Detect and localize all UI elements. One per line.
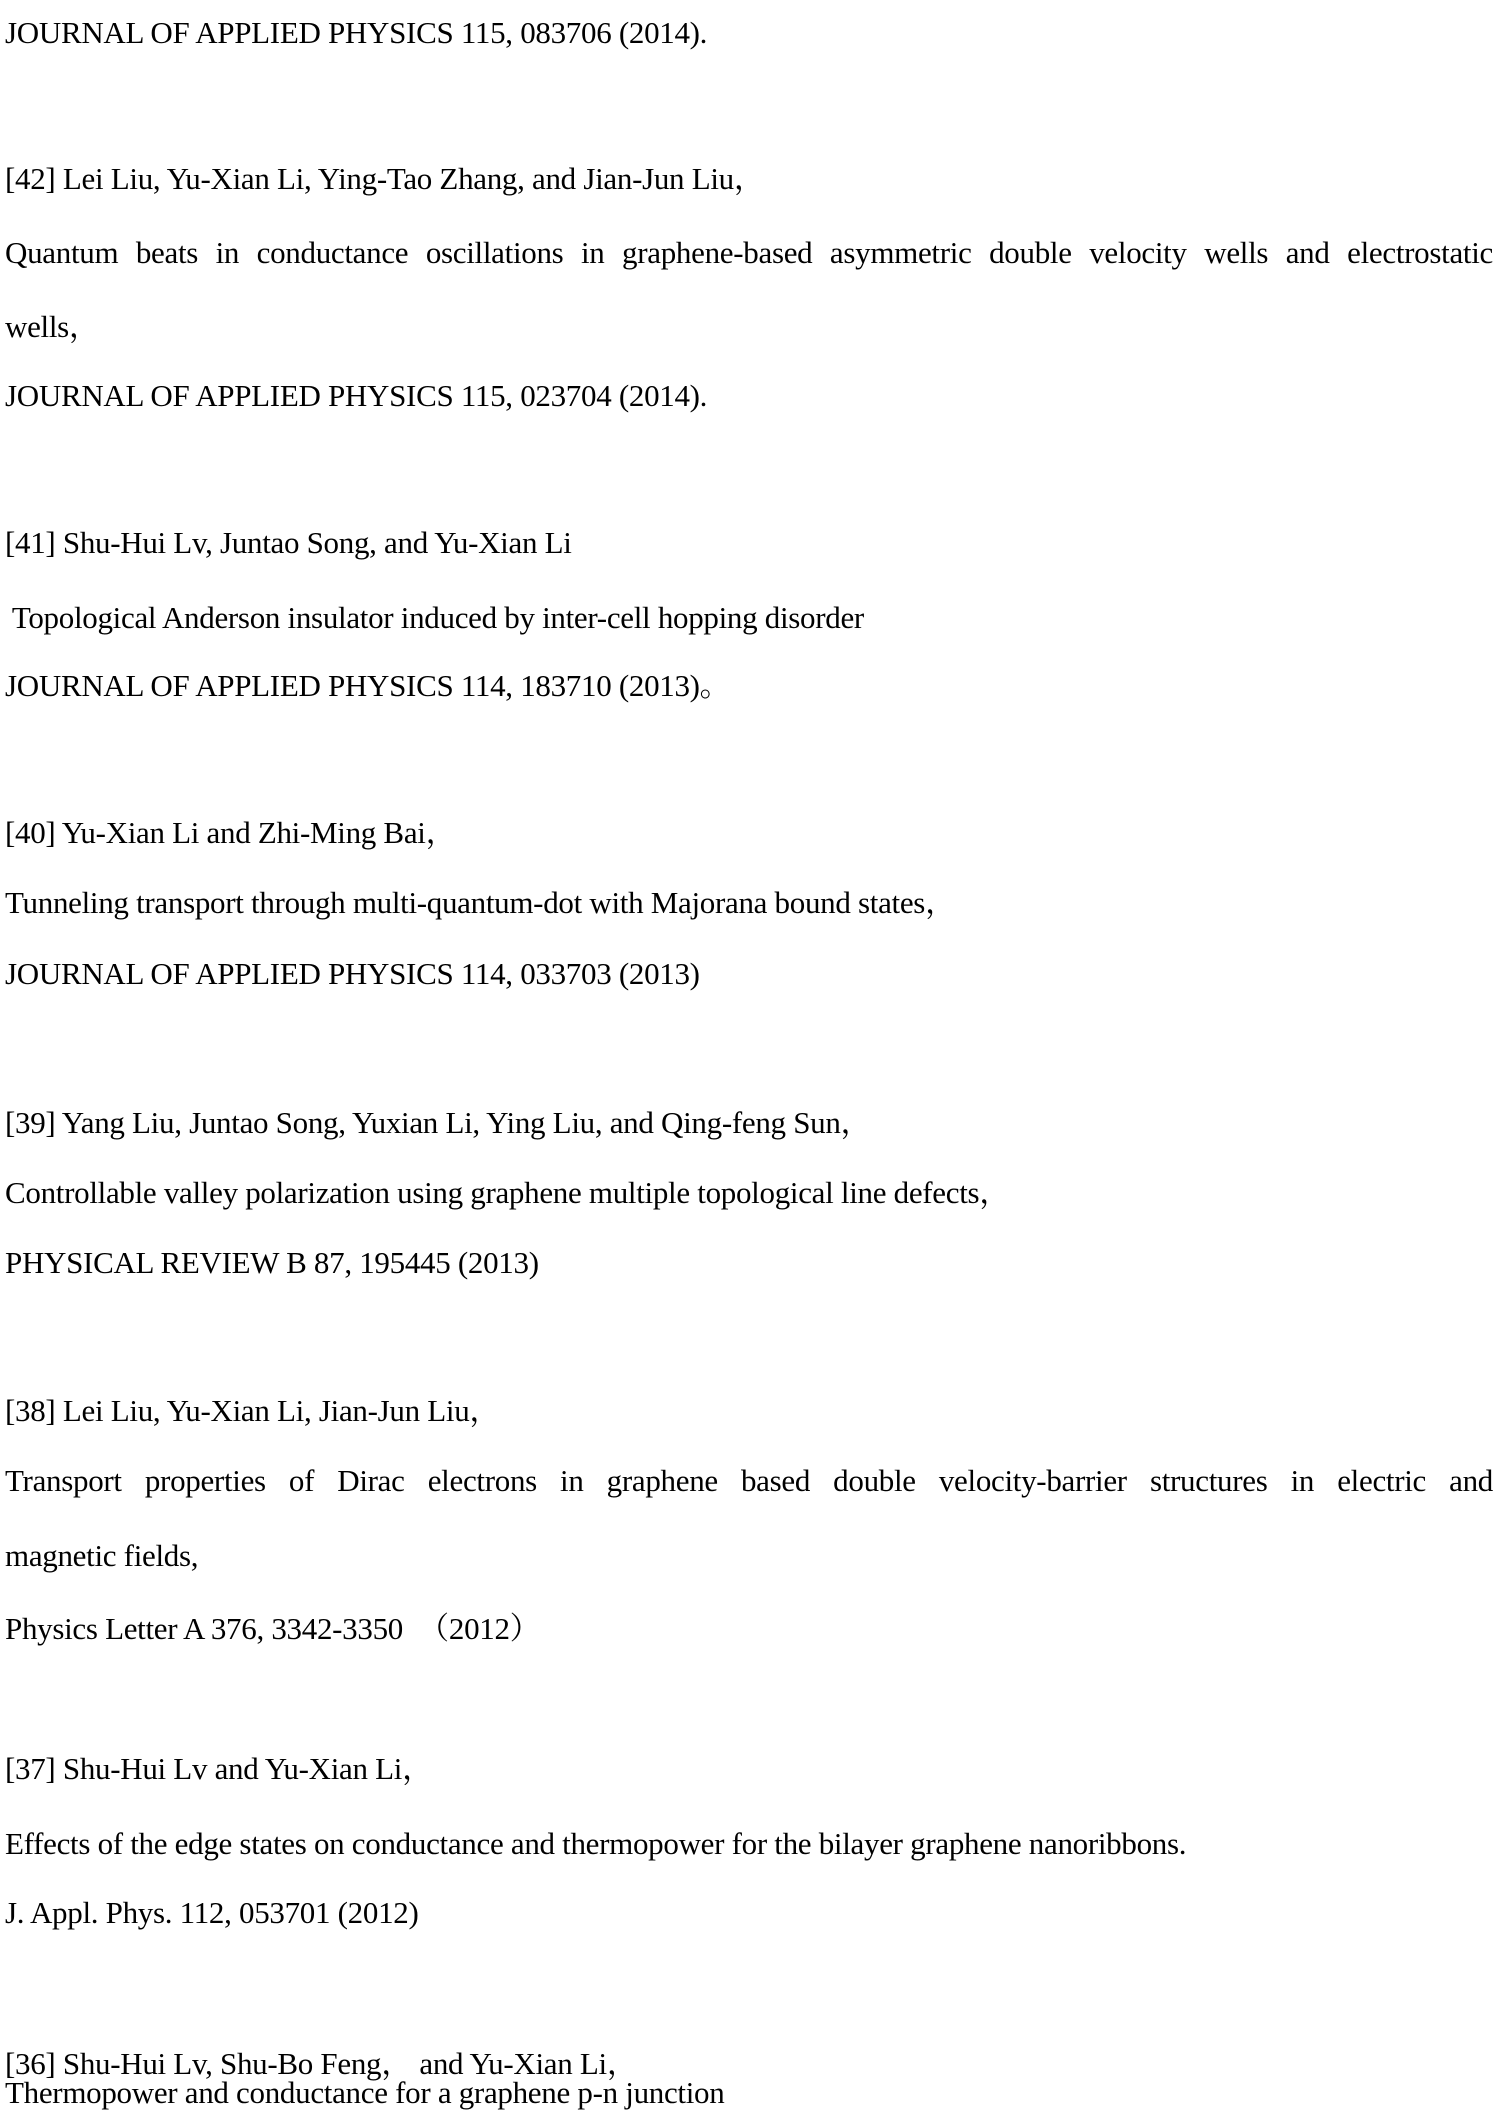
- paper-title-line: Controllable valley polarization using graphene multiple topological line defects，: [5, 1175, 1011, 1210]
- journal-ref-line: JOURNAL OF APPLIED PHYSICS 114, 033703 (2013): [5, 956, 700, 991]
- paper-title-line: wells，: [5, 309, 100, 344]
- journal-ref-line: JOURNAL OF APPLIED PHYSICS 115, 083706 (2014).: [5, 15, 708, 50]
- journal-ref-line: J. Appl. Phys. 112, 053701 (2012): [5, 1895, 419, 1930]
- journal-ref-line: PHYSICAL REVIEW B 87, 195445 (2013): [5, 1245, 539, 1280]
- authors-line: [42] Lei Liu, Yu-Xian Li, Ying-Tao Zhang, and Jian-Jun Liu，: [5, 161, 765, 196]
- journal-ref-line: JOURNAL OF APPLIED PHYSICS 115, 023704 (2014).: [5, 378, 708, 413]
- paper-title-line: Thermopower and conductance for a graphene p-n junction: [5, 2075, 725, 2110]
- paper-title-line: Transport properties of Dirac electrons in graphene based double velocity-barrier structures in electric and: [5, 1463, 1493, 1498]
- authors-line: [39] Yang Liu, Juntao Song, Yuxian Li, Ying Liu, and Qing-feng Sun，: [5, 1105, 872, 1140]
- paper-title-line: Quantum beats in conductance oscillations in graphene-based asymmetric double velocity wells and electrostatic: [5, 235, 1493, 270]
- paper-title-line: Topological Anderson insulator induced by inter-cell hopping disorder: [5, 600, 864, 635]
- authors-line: [38] Lei Liu, Yu-Xian Li, Jian-Jun Liu，: [5, 1393, 501, 1428]
- authors-line: [41] Shu-Hui Lv, Juntao Song, and Yu-Xian Li: [5, 525, 572, 560]
- paper-title-line: Effects of the edge states on conductance and thermopower for the bilayer graphene nanoribbons.: [5, 1826, 1187, 1861]
- paper-title-line: Tunneling transport through multi-quantum-dot with Majorana bound states，: [5, 885, 956, 920]
- paper-title-line: magnetic fields,: [5, 1538, 199, 1573]
- journal-ref-line: JOURNAL OF APPLIED PHYSICS 114, 183710 (2013)。: [5, 668, 731, 703]
- authors-line: [36] Shu-Hui Lv, Shu-Bo Feng， and Yu-Xian Li，: [5, 2046, 638, 2081]
- authors-line: [40] Yu-Xian Li and Zhi-Ming Bai，: [5, 815, 457, 850]
- journal-ref-line: Physics Letter A 376, 3342-3350 （2012）: [5, 1611, 541, 1646]
- authors-line: [37] Shu-Hui Lv and Yu-Xian Li，: [5, 1751, 433, 1786]
